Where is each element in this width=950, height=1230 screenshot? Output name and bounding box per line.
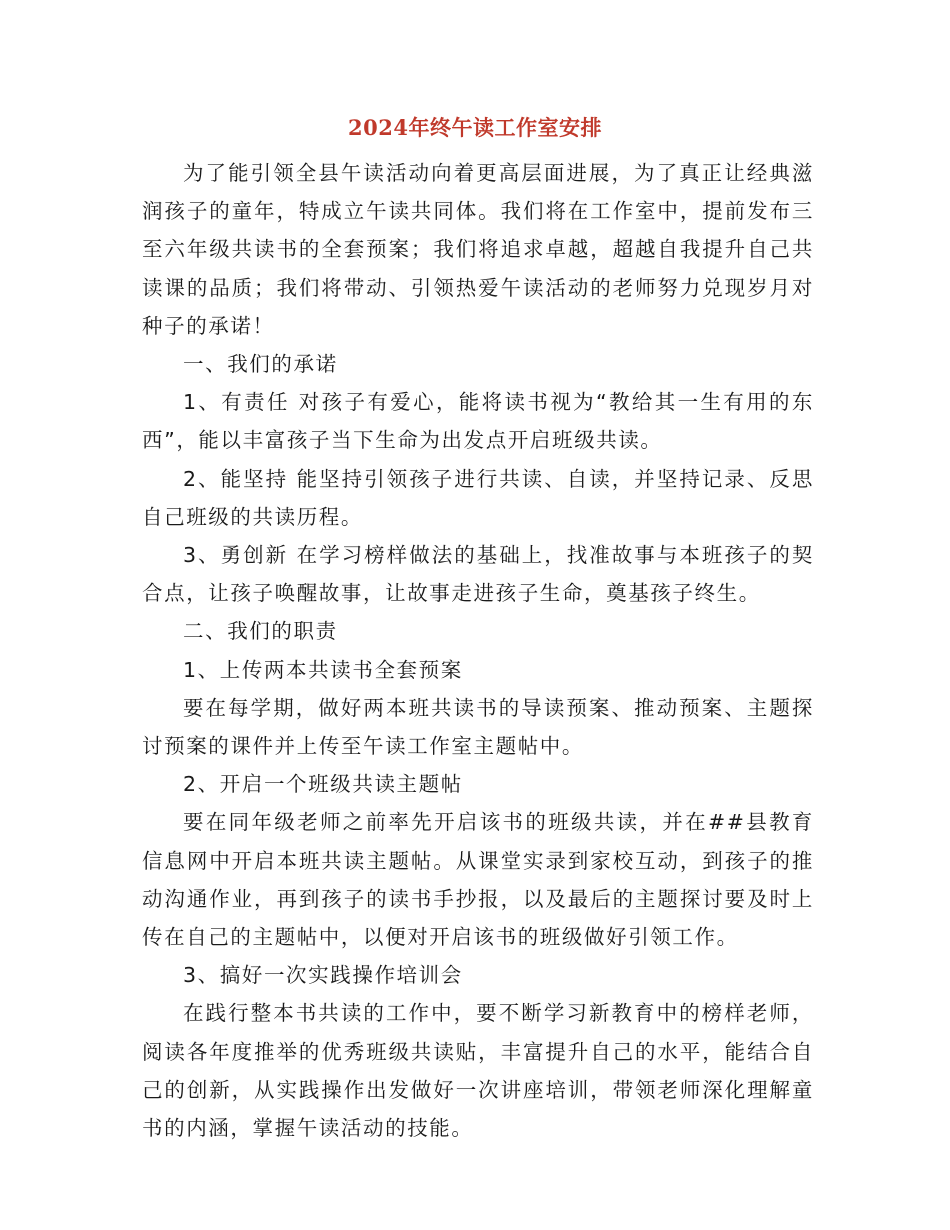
intro-paragraph: 为了能引领全县午读活动向着更高层面进展，为了真正让经典滋润孩子的童年，特成立午读共同体。我们将在工作室中，提前发布三至六年级共读书的全套预案；我们将追求卓越，超越自我提升自己共读课的品质；我们将带动、引领热爱午读活动的老师努力兑现岁月对种子的承诺！ bbox=[142, 161, 814, 338]
duty-title-3: 3、搞好一次实践操作培训会 bbox=[183, 963, 463, 988]
commitment-item-1: 1、有责任 对孩子有爱心，能将读书视为“教给其一生有用的东西”，能以丰富孩子当下生命为出发点开启班级共读。 bbox=[142, 390, 814, 453]
duty-title-2: 2、开启一个班级共读主题帖 bbox=[183, 772, 463, 797]
document-title: 2024年终午读工作室安排 bbox=[348, 115, 602, 140]
commitment-item-3: 3、勇创新 在学习榜样做法的基础上，找准故事与本班孩子的契合点，让孩子唤醒故事，让故事走进孩子生命，奠基孩子终生。 bbox=[142, 543, 814, 606]
duty-body-1: 要在每学期，做好两本班共读书的导读预案、推动预案、主题探讨预案的课件并上传至午读工作室主题帖中。 bbox=[142, 695, 814, 759]
document-body bbox=[142, 154, 814, 1147]
duty-body-2: 要在同年级老师之前率先开启该书的班级共读，并在##县教育信息网中开启本班共读主题帖。从课堂实录到家校互动，到孩子的推动沟通作业，再到孩子的读书手抄报，以及最后的主题探讨要及时上传在自己的主题帖中，以便对开启该书的班级做好引领工作。 bbox=[142, 810, 814, 950]
commitment-item-2: 2、能坚持 能坚持引领孩子进行共读、自读，并坚持记录、反思自己班级的共读历程。 bbox=[142, 466, 814, 529]
duty-body-3: 在践行整本书共读的工作中，要不断学习新教育中的榜样老师，阅读各年度推举的优秀班级共读贴，丰富提升自己的水平，能结合自己的创新，从实践操作出发做好一次讲座培训，带领老师深化理解童书的内涵，掌握午读活动的技能。 bbox=[142, 1001, 814, 1141]
section-heading-commitments: 一、我们的承诺 bbox=[183, 352, 338, 377]
section-heading-duties: 二、我们的职责 bbox=[183, 619, 338, 644]
duty-title-1: 1、上传两本共读书全套预案 bbox=[183, 657, 463, 682]
